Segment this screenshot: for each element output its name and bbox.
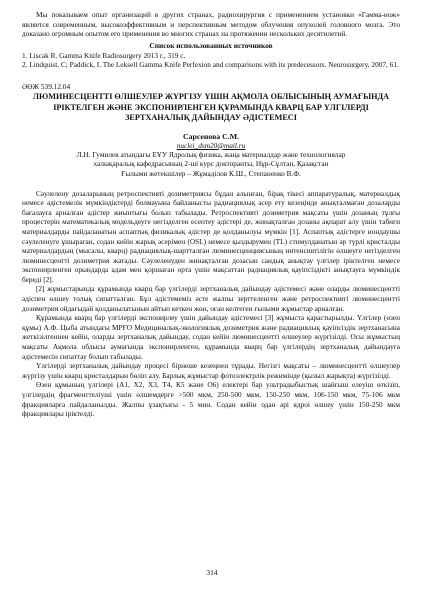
references-title: Список использованных источников xyxy=(149,40,273,50)
affiliation-line-1: Л.Н. Гумилев атындағы ЕҰУ Ядролық физика, жаңа материалдар және технологиялар xyxy=(76,149,346,159)
author-email-link[interactable]: nuclei_dsm20@mail.ru xyxy=(176,140,246,150)
page-number: 314 xyxy=(206,568,218,577)
article-title: ЛЮМИНЕСЦЕНТТІ ӨЛШЕУЛЕР ЖҮРГІЗУ ҮШІН АҚМОЛА ОБЛЫСЫНЫҢ АУМАҒЫНДА ІРІКТЕЛГЕН ЖӘНЕ ЭКСПОНИРЛЕНГЕН ҚҰРАМЫНДА КВАРЦ БАР ҮЛГІЛЕРДІ ЗЕРТХАНАЛЫҚ ДАЙЫНДАУ ӘДІСТЕМЕСІ xyxy=(32,91,390,123)
section-gap xyxy=(22,179,400,189)
body-paragraph-2: [2] жұмыстарында құрамында кварц бар үлгілерді зертханалық дайындау әдістемесі және оларды люминесцентті әдіспен өлшеу толық сипатталған. Бұл әдістемеміз әсте жалпы зерттеленген және ретроспективті люминесцентті дозиметрия ойдағыдай қолданылатынын айтып кеткен жөн, оған келтеген ғылыми жұмыстар арналған. xyxy=(22,284,400,313)
intro-paragraph: Мы показываем опыт организаций в других странах, радиохирургия с применением установки «Гамма-нож» является современным, высокоэффективным и перспективным методом облучения опухолей головного мозга. Это доказано огромным опытом его применения во многих странах на протяжении нескольких десятилетий. xyxy=(22,10,400,39)
reference-item-1: 1. Liscak R. Gamma Knife Radiosurgery 2013 г., 319 с. xyxy=(22,50,186,60)
body-paragraph-4: Үлгілерді зертханалық дайындау процесі бірнеше кезеңнен тұрады. Негізгі мақсаты – люминесцентті өлшеулер жүргізу үшін кварц кристалдарын бөліп алу. Барлық жұмыстар фотоэлектрлік режимінде (қызыл жарықта) жүргізілді. xyxy=(22,361,400,380)
body-paragraph-5: Өзен құмының үлгілері (А1, Х2, Х3, Т4, К5 және О6) електері бар ультрадыбыстық шайғыш елеуіш өткізіп, үлгілердің фрагменттеліуші үшін өлшемдерге >500 мкм, 250-500 мкм, 150-250 мкм, 106-150 мкм, 75-106 мкм фракцияларға пайдаланылды. Жалпы ұзақтығы - 5 мин. Содан кейін одан әрі ядроі өлшеу үшін 150-250 мкм фракциялары іріктелді. xyxy=(22,380,400,419)
body-paragraph-1: Сәулелену дозаларының ретроспективті дозиметриясы бұдан алынған, бірақ тікесі аппаратуралық, материалдық немесе әдістемелік мүмкіндіктерді болмауына байланысты радиациялық әсер ету кезеңінде анықталмаған дозаларды бағалауға арналған әдістер жиынтығы болып табылады. Ретроспективті дозиметрия мақсаты үшін дозаның тұлғы процестерін математикалық модельдеуге негізделген есептеу әдістері де, жинақталған дозаны ақпарат алу үшін табиғи материалдарды пайдаланатын аспаптық физикалық әдістер де қолданылуы мүмкін [1]. Аспаптық әдістерге иондаушы сәулеленуге ұшыраған, содан кейін жарық әсерімен (OSL) немесе қыздырумен (TL) стимулданатын әр түрлі кристалды материалдардың (мысалы, кварц) радиациялық-шартталған люминесценциясының интенсивтілігін өлшеуге негізделген люминесцентті дозиметрия жатады. Сәулеленуден жинақталған дозасын сандық анықтау үлгілер іріктелген немесе экспонирленген орындарда адам мен қоршаған орта үшін мақсаттан радиациялық қауіпсіздікті анықтауға мүмкіндік береді [2]. xyxy=(22,188,400,284)
udc-code: ӘӨЖ 539.12.04 xyxy=(22,81,71,91)
author-name: Сарсенова С.М. xyxy=(182,131,240,141)
supervisors-line: Ғылыми жетекшілер – Жұмаділов К.Ш., Степаненко В.Ф. xyxy=(121,168,301,178)
reference-item-2: 2. Lindquist, C; Paddick, I. The Leksell Gamma Knife Perfexion and comparisons with its predecessors. Neurosurgery, 2007, 61. xyxy=(22,60,399,70)
affiliation-line-2: халықаралық кафедрасының 2-ші курс докторанты, Нұр-Сұлтан, Қазақстан xyxy=(93,159,329,169)
body-paragraph-3: Құрамында кварц бар үлгілерді экспонирлеу үшін дайындау әдістемесі [3] жұмыста қарастырылды. Үлгілер (өзен құмы) А.Ф. Цыба атындағы МРҒО Медициналық-экологиялық дозиметрия және радиациялық қауіпсіздік зертханасына жеткізілгеннен кейін, оларды зертханалық дайындау, содан кейін люминесценттi өлшеулер жүргізілді. Осы жұмыстың мақсаты Ақмола облысы аумағында экспонирленген, құрамында кварц бар үлгілердің зертханалық дайындауға әдістемесін сипаттау болып табылады. xyxy=(22,313,400,361)
